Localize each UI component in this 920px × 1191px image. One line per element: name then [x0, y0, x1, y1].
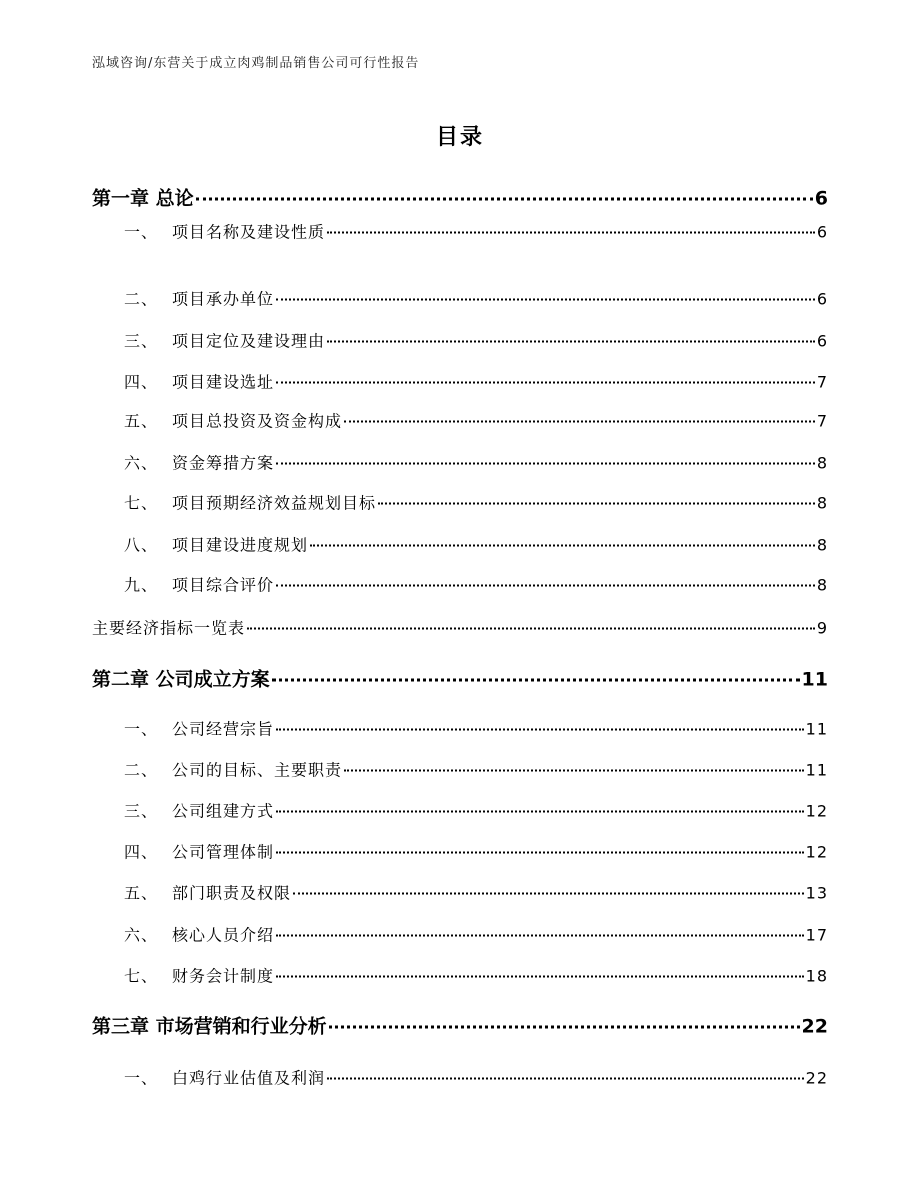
- dot-leader: [276, 976, 804, 978]
- toc-entry-label: 核心人员介绍: [172, 925, 275, 945]
- toc-entry-label: 项目建设选址: [172, 372, 275, 392]
- toc-section-entry[interactable]: [124, 451, 828, 474]
- toc-entry-page: 9: [816, 618, 828, 638]
- toc-entry-label: 资金筹措方案: [172, 453, 275, 473]
- toc-entry-label: 第三章 市场营销和行业分析: [92, 1015, 327, 1038]
- dot-leader: [327, 341, 815, 343]
- toc-entry-page: 7: [816, 411, 828, 431]
- dot-leader: [344, 770, 804, 772]
- dot-leader: [378, 503, 815, 505]
- dot-leader: [327, 232, 815, 234]
- dot-leader: [196, 198, 813, 201]
- dot-leader: [276, 852, 804, 854]
- dot-leader: [329, 1026, 800, 1029]
- toc-section-entry[interactable]: [124, 840, 828, 863]
- toc-section-entry[interactable]: [124, 573, 828, 596]
- toc-table-entry[interactable]: [92, 616, 828, 639]
- toc-entry-label: 项目承办单位: [172, 289, 275, 309]
- toc-entry-page: 22: [805, 1068, 828, 1088]
- dot-leader: [344, 421, 815, 423]
- toc-entry-label: 白鸡行业估值及利润: [172, 1068, 326, 1088]
- toc-entry-number: 五、: [124, 411, 159, 431]
- dot-leader: [247, 628, 815, 630]
- toc-entry-label: 项目名称及建设性质: [172, 222, 326, 242]
- toc-section-entry[interactable]: [124, 923, 828, 946]
- toc-entry-number: 三、: [124, 331, 159, 351]
- toc-entry-number: 二、: [124, 760, 159, 780]
- dot-leader: [310, 545, 815, 547]
- toc-entry-page: 8: [816, 493, 828, 513]
- toc-entry-page: 12: [805, 842, 828, 862]
- toc-section-entry[interactable]: [124, 799, 828, 822]
- toc-entry-label: 项目总投资及资金构成: [172, 411, 343, 431]
- toc-entry-number: 一、: [124, 222, 159, 242]
- toc-entry-label: 第一章 总论: [92, 187, 194, 210]
- toc-section-entry[interactable]: [124, 409, 828, 432]
- toc-entry-number: 七、: [124, 966, 159, 986]
- toc-entry-page: 11: [801, 668, 828, 691]
- toc-entry-label: 财务会计制度: [172, 966, 275, 986]
- toc-entry-page: 6: [816, 222, 828, 242]
- dot-leader: [327, 1078, 804, 1080]
- toc-chapter-entry[interactable]: [92, 665, 828, 692]
- toc-section-entry[interactable]: [124, 758, 828, 781]
- toc-section-entry[interactable]: [124, 287, 828, 310]
- toc-section-entry[interactable]: [124, 491, 828, 514]
- toc-entry-label: 项目定位及建设理由: [172, 331, 326, 351]
- toc-entry-page: 18: [805, 966, 828, 986]
- toc-entry-number: 一、: [124, 719, 159, 739]
- toc-entry-page: 17: [805, 925, 828, 945]
- toc-section-entry[interactable]: [124, 717, 828, 740]
- toc-section-entry[interactable]: [124, 220, 828, 243]
- toc-chapter-entry[interactable]: [92, 1012, 828, 1039]
- toc-section-entry[interactable]: [124, 1066, 828, 1089]
- toc-entry-label: 项目预期经济效益规划目标: [172, 493, 377, 513]
- toc-entry-page: 6: [816, 289, 828, 309]
- toc-entry-label: 项目综合评价: [172, 575, 275, 595]
- toc-entry-number: 一、: [124, 1068, 159, 1088]
- toc-entry-number: 九、: [124, 575, 159, 595]
- toc-entry-label: 项目建设进度规划: [172, 535, 309, 555]
- dot-leader: [276, 585, 815, 587]
- toc-entry-number: 三、: [124, 801, 159, 821]
- toc-section-entry[interactable]: [124, 964, 828, 987]
- dot-leader: [276, 299, 815, 301]
- toc-entry-label: 公司组建方式: [172, 801, 275, 821]
- toc-entry-label: 公司经营宗旨: [172, 719, 275, 739]
- toc-entry-page: 12: [805, 801, 828, 821]
- toc-section-entry[interactable]: [124, 881, 828, 904]
- toc-section-entry[interactable]: [124, 370, 828, 393]
- toc-entry-number: 六、: [124, 925, 159, 945]
- toc-entry-label: 公司的目标、主要职责: [172, 760, 343, 780]
- dot-leader: [276, 935, 804, 937]
- dot-leader: [276, 811, 804, 813]
- toc-entry-page: 6: [814, 187, 828, 210]
- dot-leader: [272, 679, 800, 682]
- toc-entry-number: 五、: [124, 883, 159, 903]
- toc-section-entry[interactable]: [124, 329, 828, 352]
- dot-leader: [293, 893, 804, 895]
- toc-entry-label: 主要经济指标一览表: [92, 618, 246, 638]
- toc-title: 目录: [435, 125, 484, 150]
- toc-entry-number: 四、: [124, 842, 159, 862]
- running-header: 泓域咨询/东营关于成立肉鸡制品销售公司可行性报告: [92, 56, 420, 71]
- toc-entry-page: 8: [816, 575, 828, 595]
- toc-entry-label: 公司管理体制: [172, 842, 275, 862]
- toc-entry-number: 六、: [124, 453, 159, 473]
- toc-entry-page: 13: [805, 883, 828, 903]
- toc-entry-page: 6: [816, 331, 828, 351]
- toc-entry-page: 8: [816, 535, 828, 555]
- toc-entry-page: 8: [816, 453, 828, 473]
- toc-entry-number: 八、: [124, 535, 159, 555]
- dot-leader: [276, 382, 815, 384]
- toc-entry-page: 22: [801, 1015, 828, 1038]
- toc-entry-number: 四、: [124, 372, 159, 392]
- toc-chapter-entry[interactable]: [92, 184, 828, 211]
- toc-entry-number: 二、: [124, 289, 159, 309]
- toc-entry-label: 部门职责及权限: [172, 883, 292, 903]
- toc-entry-page: 7: [816, 372, 828, 392]
- toc-entry-page: 11: [805, 719, 828, 739]
- toc-entry-number: 七、: [124, 493, 159, 513]
- toc-entry-label: 第二章 公司成立方案: [92, 668, 270, 691]
- dot-leader: [276, 729, 804, 731]
- toc-section-entry[interactable]: [124, 533, 828, 556]
- dot-leader: [276, 463, 815, 465]
- toc-entry-page: 11: [805, 760, 828, 780]
